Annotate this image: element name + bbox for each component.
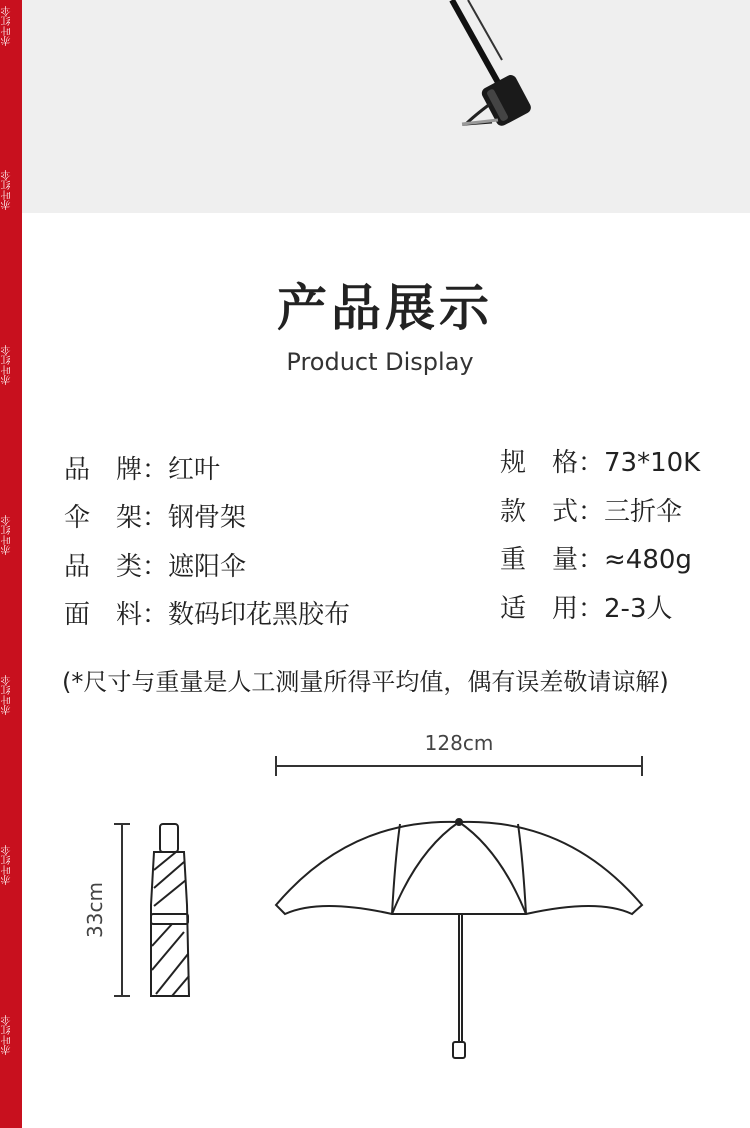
folded-umbrella-drawing: [151, 824, 189, 996]
spec-brand: [64, 457, 220, 483]
width-dimension: [276, 731, 642, 776]
spec-value: 红叶: [168, 455, 221, 485]
spec-key: 伞 架：: [64, 503, 169, 533]
spec-value: 2-3人: [604, 594, 673, 624]
spec-key: 款 式：: [500, 497, 605, 527]
spec-frame: [64, 505, 246, 531]
spec-key: 规 格：: [500, 448, 605, 478]
side-brand-label: 赤叶红伞: [2, 6, 13, 46]
page-title: 产品展示: [277, 279, 493, 337]
side-brand-label: 赤叶红伞: [2, 675, 13, 715]
spec-category: [64, 554, 246, 580]
side-brand-label: 赤叶红伞: [2, 515, 13, 555]
width-label: 128cm: [424, 731, 494, 755]
spec-capacity: [500, 596, 672, 622]
dimension-diagram: [0, 700, 750, 1128]
side-brand-label: 赤叶红伞: [2, 345, 13, 385]
open-umbrella-drawing: [276, 819, 642, 1058]
spec-weight: [500, 547, 692, 573]
spec-key: 适 用：: [500, 594, 605, 624]
spec-key: 品 牌：: [64, 455, 169, 485]
spec-value: 数码印花黑胶布: [168, 600, 351, 630]
spec-key: 面 料：: [64, 600, 169, 630]
page-subtitle: Product Display: [286, 348, 474, 376]
side-brand-label: 赤叶红伞: [2, 170, 13, 210]
height-label: 33cm: [83, 882, 107, 938]
spec-value: ≈480g: [604, 545, 692, 575]
spec-value: 73*10K: [604, 448, 701, 478]
product-photo: [22, 0, 750, 213]
umbrella-handle-image: [22, 0, 750, 213]
spec-value: 三折伞: [604, 497, 683, 527]
spec-key: 重 量：: [500, 545, 605, 575]
spec-value: 遮阳伞: [168, 552, 247, 582]
spec-key: 品 类：: [64, 552, 169, 582]
side-brand-label: 赤叶红伞: [2, 1015, 13, 1055]
spec-size: [500, 450, 700, 476]
height-dimension: [83, 824, 130, 996]
spec-fabric: [64, 602, 350, 628]
spec-value: 钢骨架: [168, 503, 247, 533]
measurement-note: (*尺寸与重量是人工测量所得平均值，偶有误差敬请谅解): [62, 668, 669, 696]
side-brand-label: 赤叶红伞: [2, 845, 13, 885]
spec-style: [500, 499, 682, 525]
